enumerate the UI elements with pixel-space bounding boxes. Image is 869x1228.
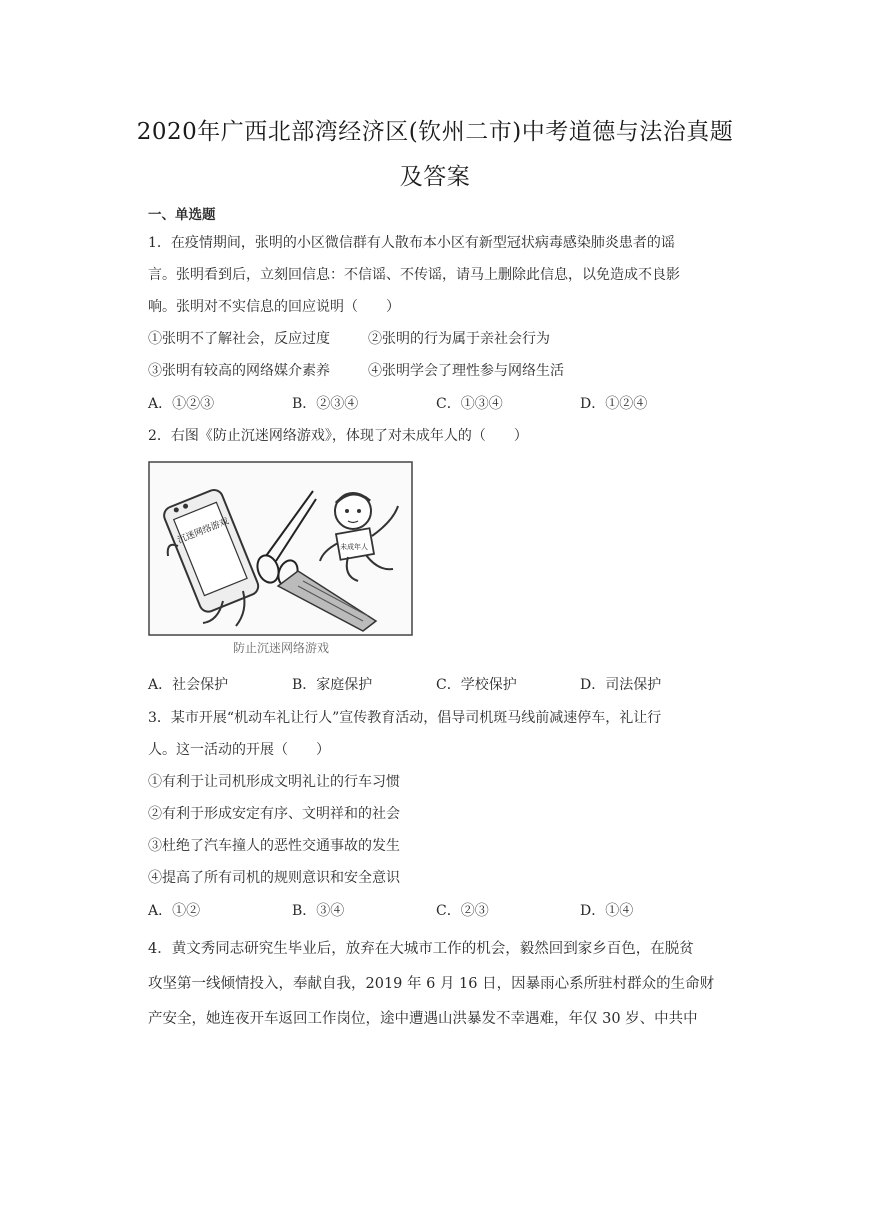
q4-stem-line1: 4．黄文秀同志研究生毕业后，放弃在大城市工作的机会，毅然回到家乡百色，在脱贫 — [148, 941, 694, 957]
q1-stem-line1: 1．在疫情期间，张明的小区微信群有人散布本小区有新型冠状病毒感染肺炎患者的谣 — [148, 235, 675, 251]
q1-option-b: B．②③④ — [292, 396, 359, 412]
q2-option-d: D．司法保护 — [580, 677, 662, 693]
q2-option-b: B．家庭保护 — [292, 677, 373, 693]
q1-statement-2: ②张明的行为属于亲社会行为 — [368, 331, 550, 347]
q1-option-c: C．①③④ — [436, 396, 503, 412]
q1-stem-line2: 言。张明看到后，立刻回信息：不信谣、不传谣，请马上删除此信息，以免造成不良影 — [148, 267, 680, 283]
q1-statement-3: ③张明有较高的网络媒介素养 — [148, 363, 330, 379]
q2-option-c: C．学校保护 — [436, 677, 517, 693]
q3-stem-line2: 人。这一活动的开展（ ） — [148, 742, 330, 758]
q3-option-c: C．②③ — [436, 903, 489, 919]
q1-statement-4: ④张明学会了理性参与网络生活 — [368, 363, 564, 379]
document-title-line2: 及答案 — [399, 164, 471, 190]
boy-sign-text: 未成年人 — [340, 543, 368, 551]
q4-stem-line3: 产安全，她连夜开车返回工作岗位，途中遭遇山洪暴发不幸遇难，年仅 30 岁、中共中 — [148, 1011, 698, 1027]
q3-statement-2: ②有利于形成安定有序、文明祥和的社会 — [148, 806, 400, 822]
document-title-line1: 2020年广西北部湾经济区(钦州二市)中考道德与法治真题 — [136, 119, 734, 145]
figure-caption: 防止沉迷网络游戏 — [232, 641, 329, 655]
q2-option-a: A．社会保护 — [148, 677, 229, 693]
q1-option-a: A．①②③ — [148, 396, 215, 412]
q1-statement-1: ①张明不了解社会，反应过度 — [148, 331, 330, 347]
cartoon-figure — [148, 461, 413, 636]
phone-text-1: 沉迷网络游戏 — [176, 516, 231, 547]
section-heading: 一、单选题 — [148, 207, 216, 223]
q3-option-a: A．①② — [148, 903, 201, 919]
q1-stem-line3: 响。张明对不实信息的回应说明（ ） — [148, 299, 400, 315]
q2-stem: 2．右图《防止沉迷网络游戏》，体现了对未成年人的（ ） — [148, 428, 528, 444]
q3-statement-4: ④提高了所有司机的规则意识和安全意识 — [148, 870, 400, 886]
q3-statement-1: ①有利于让司机形成文明礼让的行车习惯 — [148, 774, 400, 790]
q3-option-d: D．①④ — [580, 903, 634, 919]
q3-option-b: B．③④ — [292, 903, 345, 919]
q3-stem-line1: 3．某市开展“机动车礼让行人”宣传教育活动，倡导司机斑马线前减速停车，礼让行 — [148, 710, 662, 726]
q4-stem-line2: 攻坚第一线倾情投入，奉献自我，2019 年 6 月 16 日，因暴雨心系所驻村群众的生命财 — [148, 976, 715, 992]
q3-statement-3: ③杜绝了汽车撞人的恶性交通事故的发生 — [148, 838, 400, 854]
q1-option-d: D．①②④ — [580, 396, 648, 412]
